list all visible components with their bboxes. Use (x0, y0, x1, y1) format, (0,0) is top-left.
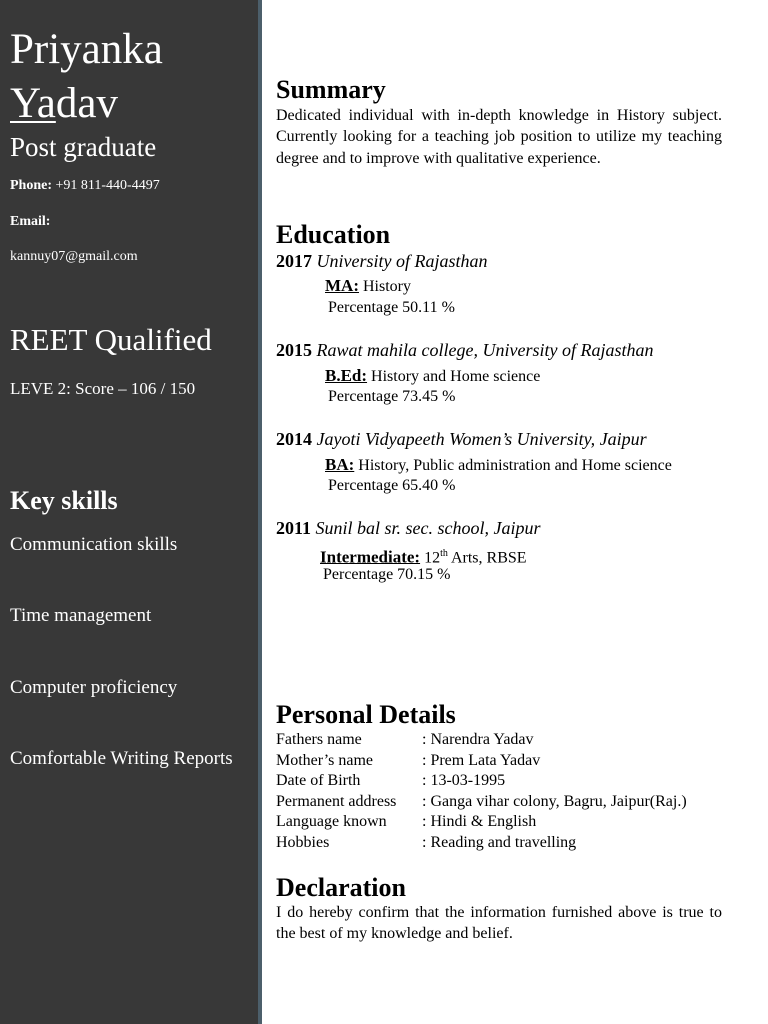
phone-label: Phone: (10, 178, 52, 193)
declaration-heading: Declaration (276, 873, 406, 902)
education-percentage: Percentage 70.15 % (323, 566, 451, 583)
education-entry-institution (276, 339, 653, 361)
education-entry-institution (276, 517, 541, 539)
education-degree (325, 275, 411, 297)
sidebar (0, 0, 262, 1024)
skill-item: Comfortable Writing Reports (10, 748, 233, 769)
personal-detail-value: : Narendra Yadav (422, 731, 534, 748)
education-year: 2014 (276, 429, 312, 449)
education-heading: Education (276, 220, 391, 249)
education-year: 2015 (276, 340, 312, 360)
summary-heading: Summary (276, 75, 386, 104)
degree-detail: History and Home science (367, 368, 541, 385)
education-institution: Jayoti Vidyapeeth Women’s University, Jaipur (312, 429, 647, 449)
degree-label: Intermediate: (320, 547, 421, 567)
personal-detail-value: : Reading and travelling (422, 834, 577, 851)
degree-title: Post graduate (10, 132, 157, 162)
skill-item: Time management (10, 605, 152, 626)
education-percentage: Percentage 65.40 % (328, 477, 456, 494)
last-name-underlined: Ya (10, 80, 56, 127)
skills-heading: Key skills (10, 486, 118, 515)
personal-detail-value: : Hindi & English (422, 813, 537, 831)
education-institution: Rawat mahila college, University of Rajasthan (312, 340, 654, 360)
degree-detail: History, Public administration and Home science (354, 457, 672, 474)
skill-item: Computer proficiency (10, 677, 178, 698)
personal-details-heading: Personal Details (276, 700, 456, 729)
degree-detail: 12 (420, 549, 441, 567)
skill-item: Communication skills (10, 534, 178, 555)
personal-detail-label: Permanent address (276, 792, 397, 810)
declaration-text: I do hereby confirm that the information furnished above is true to the best of my knowledge and belief. (276, 904, 722, 943)
education-percentage: Percentage 73.45 % (328, 388, 456, 405)
email-value: kannuy07@gmail.com (10, 249, 138, 264)
personal-detail-label: Hobbies (276, 834, 330, 851)
education-year: 2017 (276, 251, 312, 271)
last-name (10, 80, 118, 128)
education-entry-institution (276, 428, 647, 450)
education-percentage: Percentage 50.11 % (328, 299, 455, 316)
education-institution: Sunil bal sr. sec. school, Jaipur (311, 518, 541, 538)
last-name-rest: dav (55, 80, 118, 127)
degree-suffix: Arts, RBSE (447, 549, 527, 567)
phone-value: +91 811-440-4497 (52, 178, 160, 193)
degree-label: MA: (325, 276, 359, 295)
education-degree (325, 365, 540, 387)
degree-label: B.Ed: (325, 366, 368, 385)
personal-detail-label: Fathers name (276, 731, 362, 748)
personal-detail-label: Language known (276, 813, 387, 831)
personal-detail-value: : Ganga vihar colony, Bagru, Jaipur(Raj.) (422, 792, 687, 810)
degree-detail: History (358, 278, 411, 295)
education-entry-institution (276, 250, 487, 272)
degree-superscript: th (440, 548, 448, 559)
personal-detail-value: : Prem Lata Yadav (422, 751, 541, 769)
reet-score: LEVE 2: Score – 106 / 150 (10, 379, 196, 398)
summary-text: Dedicated individual with in-depth knowledge in History subject. Currently looking for a teaching job position to utilize my teaching degree and to improve with qualitative experience. (276, 107, 722, 167)
education-degree (325, 454, 672, 476)
first-name: Priyanka (10, 26, 163, 73)
reet-title: REET Qualified (10, 322, 212, 357)
education-year: 2011 (276, 518, 312, 538)
personal-detail-value: : 13-03-1995 (422, 772, 506, 790)
degree-label: BA: (325, 455, 355, 474)
sidebar-edge-divider (258, 0, 262, 1024)
personal-detail-label: Mother’s name (276, 751, 374, 769)
personal-detail-label: Date of Birth (276, 772, 361, 790)
email-label: Email: (10, 214, 51, 229)
education-institution: University of Rajasthan (312, 251, 488, 271)
phone-line (10, 177, 160, 195)
